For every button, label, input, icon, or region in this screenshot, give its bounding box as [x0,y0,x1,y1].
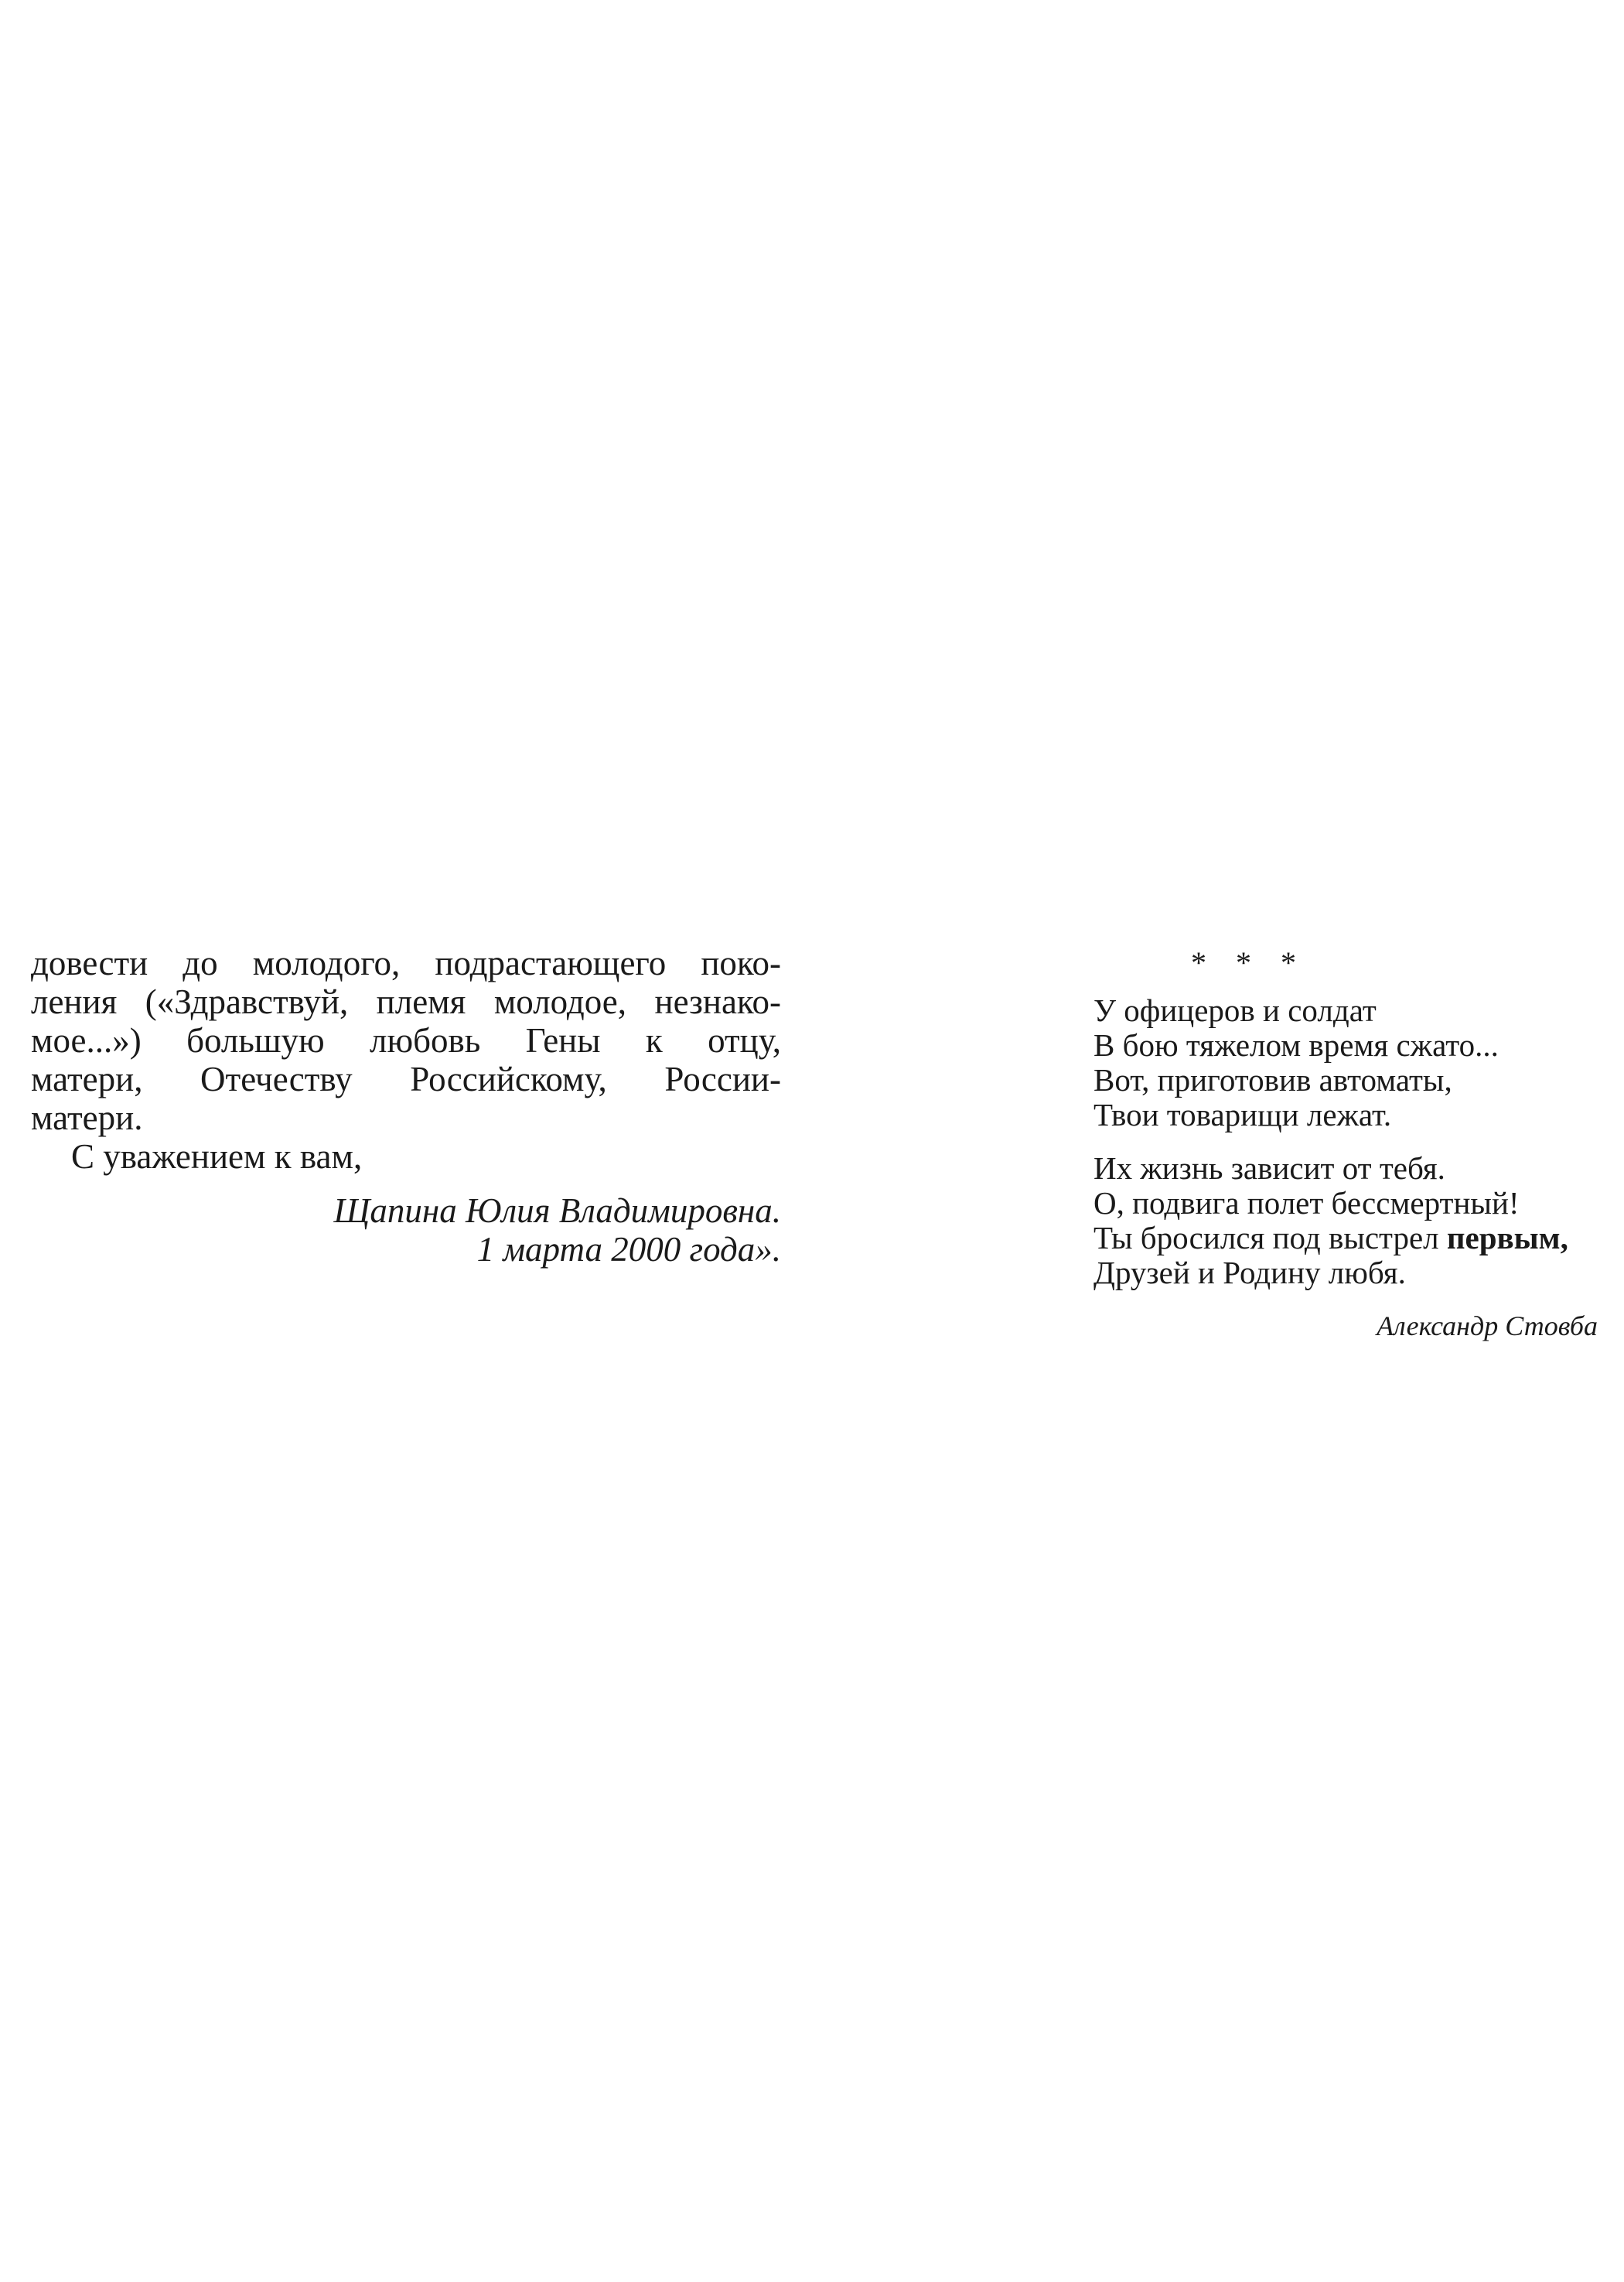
letter-greeting: С уважением к вам, [71,1137,363,1176]
poem-line-start: Ты бросился под выстрел [1093,1220,1447,1255]
signature-name: Щапина Юлия Владимировна. [333,1191,781,1230]
poem-line: Твои товарищи лежат. [1093,1097,1392,1132]
letter-signature [31,1191,781,1269]
poem-line: В бою тяжелом время сжато... [1093,1027,1499,1063]
poem-line: У офицеров и солдат [1093,992,1377,1028]
poem-line: Их жизнь зависит от тебя. [1093,1150,1445,1186]
poem-line: О, подвига полет бессмертный! [1093,1185,1520,1221]
letter-line-1: довести до молодого, подрастающего поко- [31,944,781,982]
poem-author: Александр Стовба [1377,1310,1598,1341]
letter-line-5: матери. [31,1098,143,1137]
poem-block [1093,944,1604,1343]
poem-stanza-1 [1093,993,1604,1132]
emphasized-word: первым, [1446,1220,1568,1255]
poem-line: Друзей и Родину любя. [1093,1255,1406,1290]
letter-line-3: мое...») большую любовь Гены к отцу, [31,1021,781,1060]
poem-line-with-emphasis [1093,1221,1604,1255]
letter-text-block [31,944,781,1269]
letter-line-2: ления («Здравствуй, племя молодое, незнако- [31,982,781,1021]
poem-stanza-2 [1093,1151,1604,1290]
asterism-separator: * * * [1191,945,1307,980]
signature-date: 1 марта 2000 года». [476,1230,781,1269]
letter-line-4: матери, Отечеству Российскому, России- [31,1060,781,1098]
poem-line: Вот, приготовив автоматы, [1093,1062,1452,1098]
